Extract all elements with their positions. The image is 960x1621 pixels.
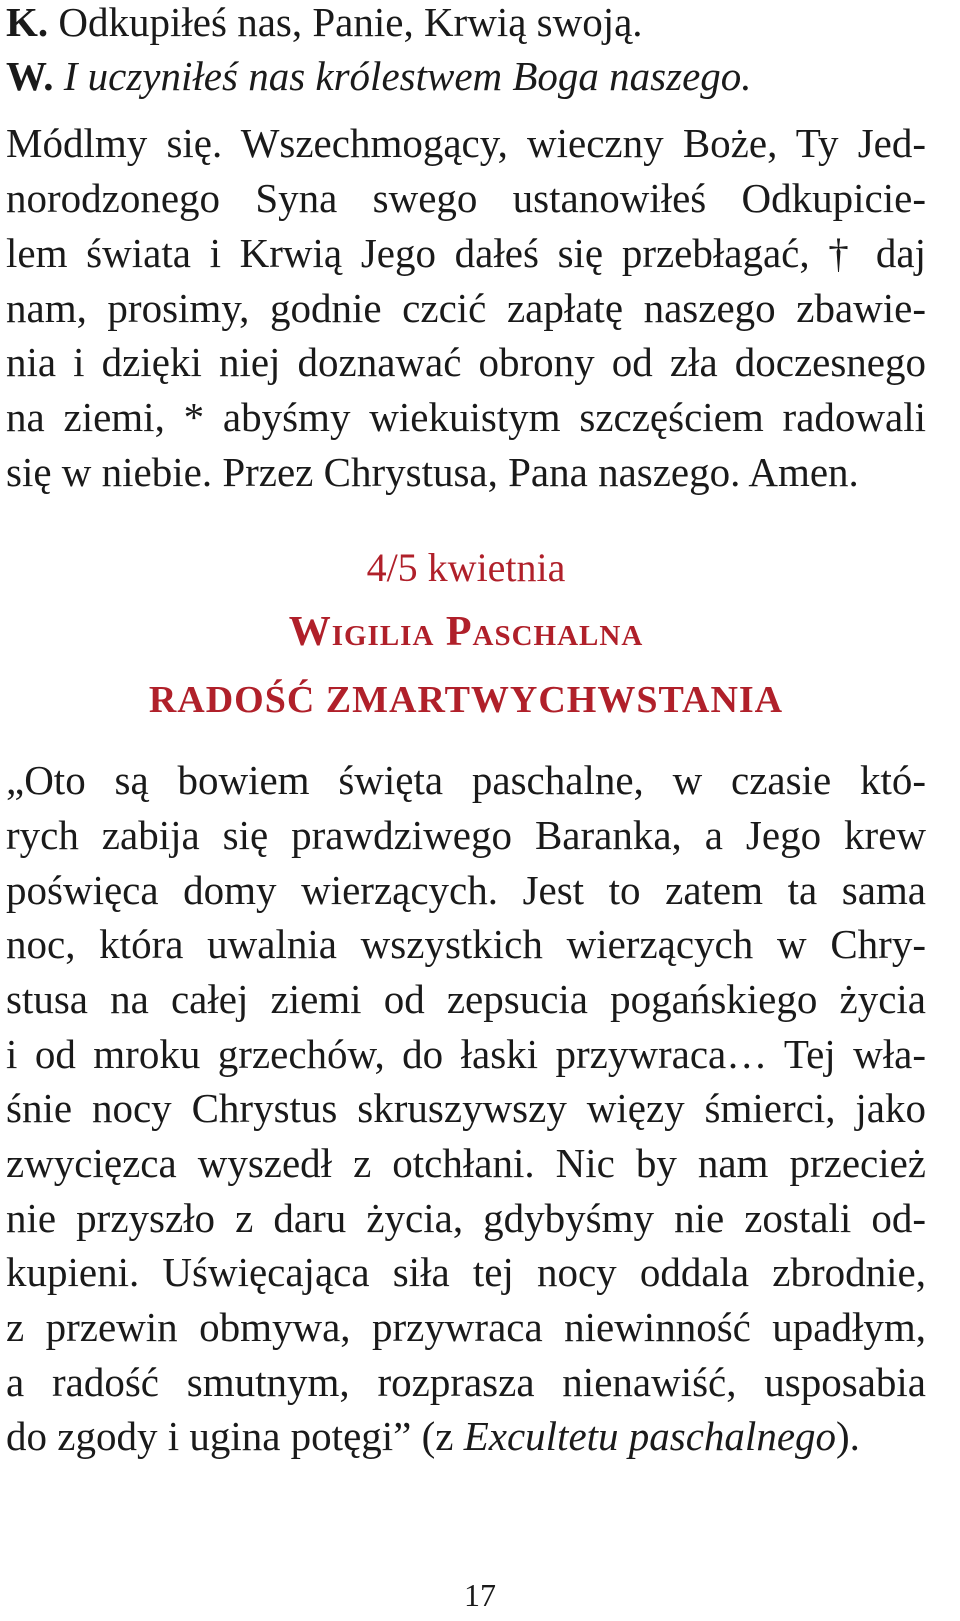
- page-number: 17: [464, 1577, 496, 1613]
- body-line: a radość smutnym, rozprasza nienawiść, usposabia: [6, 1359, 926, 1405]
- section-feast-title: Wigilia Paschalna: [288, 609, 644, 655]
- body-line: nie przyszło z daru życia, gdybyśmy nie zostali od-: [6, 1195, 926, 1241]
- prayer-line: się w niebie. Przez Chrystusa, Pana naszego. Amen.: [6, 449, 859, 495]
- body-line: stusa na całej ziemi od zepsucia pogańskiego życia: [6, 976, 926, 1022]
- body-line: zwycięzca wyszedł z otchłani. Nic by nam przecież: [6, 1140, 926, 1186]
- prayer-line: na ziemi, * abyśmy wiekuistym szczęściem radowali: [6, 394, 926, 440]
- body-line: i od mroku grzechów, do łaski przywraca… Tej wła-: [6, 1031, 926, 1077]
- section-date: 4/5 kwietnia: [366, 545, 566, 590]
- body-line: „Oto są bowiem święta paschalne, w czasie któ-: [6, 757, 926, 803]
- body-line: noc, która uwalnia wszystkich wierzących w Chry-: [6, 921, 926, 967]
- prayer-line: Módlmy się. Wszechmogący, wieczny Boże, Ty Jed-: [6, 120, 926, 166]
- prayer-line: nam, prosimy, godnie czcić zapłatę naszego zbawie-: [6, 285, 926, 331]
- body-line: kupieni. Uświęcająca siła tej nocy oddala zbrodnie,: [6, 1249, 926, 1295]
- prayer-line: nia i dzięki niej doznawać obrony od zła doczesnego: [6, 339, 926, 385]
- source-title: Excultetu paschalnego: [463, 1413, 837, 1459]
- prayer-line: lem świata i Krwią Jego dałeś się przebłagać, † daj: [6, 230, 926, 276]
- response-line: [6, 48, 926, 104]
- versicle-marker: K.: [6, 0, 49, 45]
- response-text: I uczyniłeś nas królestwem Boga naszego.: [53, 53, 752, 99]
- body-last-line-end: ).: [836, 1413, 860, 1459]
- versicle-line: [6, 0, 926, 50]
- versicle-text: Odkupiłeś nas, Panie, Krwią swoją.: [48, 0, 643, 45]
- body-last-line: [6, 1408, 926, 1464]
- body-line: śnie nocy Chrystus skruszywszy więzy śmierci, jako: [6, 1085, 926, 1131]
- section-theme-title: RADOŚĆ ZMARTWYCHWSTANIA: [148, 679, 784, 721]
- body-line: z przewin obmywa, przywraca niewinność upadłym,: [6, 1304, 926, 1350]
- body-last-line-text: do zgody i ugina potęgi” (z: [6, 1413, 464, 1459]
- body-line: poświęca domy wierzących. Jest to zatem ta sama: [6, 867, 926, 913]
- response-marker: W.: [6, 53, 54, 99]
- prayer-line: norodzonego Syna swego ustanowiłeś Odkupicie-: [6, 175, 926, 221]
- body-line: rych zabija się prawdziwego Baranka, a Jego krew: [6, 812, 926, 858]
